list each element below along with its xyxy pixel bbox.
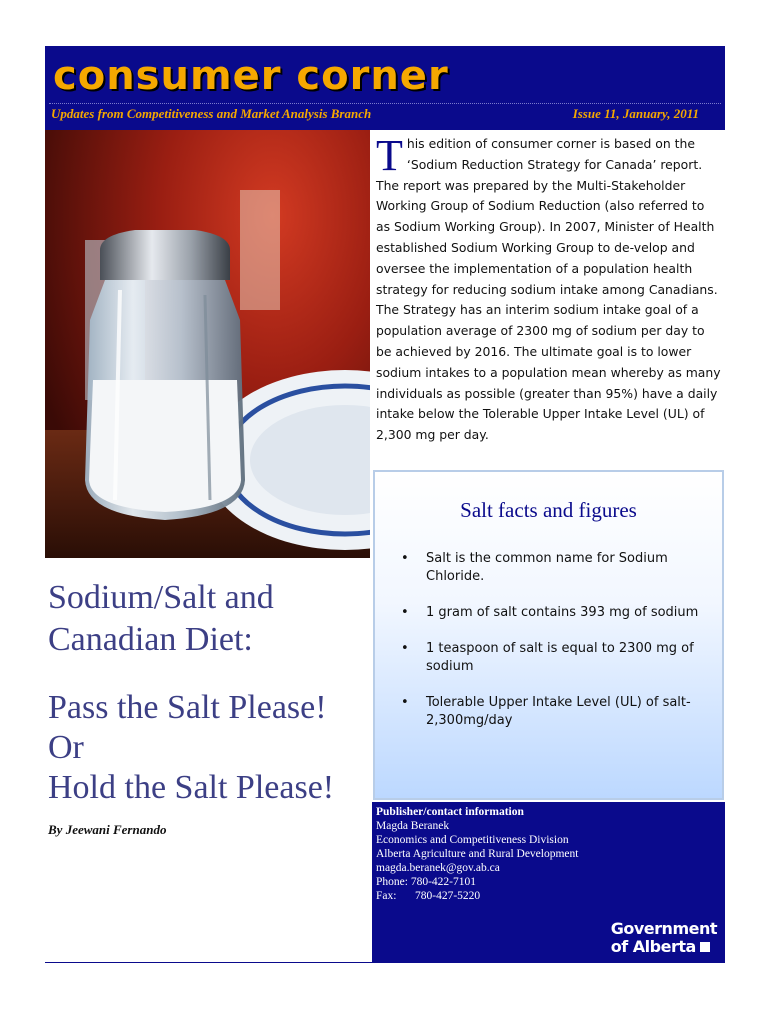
bottom-divider [45, 962, 725, 963]
bullet-icon: • [401, 605, 409, 620]
issue-date: Issue 11, January, 2011 [572, 106, 699, 121]
facts-title: Salt facts and figures [460, 498, 637, 522]
bullet-icon: • [401, 551, 409, 566]
salt-shaker-illustration [45, 130, 370, 558]
bullet-icon: • [401, 695, 409, 710]
publisher-name: Magda Beranek [376, 820, 450, 832]
headline-line-3: Pass the Salt Please! [48, 689, 327, 726]
fact-item: • Tolerable Upper Intake Level (UL) of salt-2,300mg/day [401, 695, 691, 728]
masthead-divider [49, 103, 721, 104]
publisher-fax-number: 780-427-5220 [415, 890, 481, 902]
publisher-department: Alberta Agriculture and Rural Development [376, 848, 579, 860]
intro-article [376, 131, 721, 446]
fact-item: • 1 teaspoon of salt is equal to 2300 mg of sodium [401, 641, 694, 674]
publisher-email[interactable]: magda.beranek@gov.ab.ca [376, 862, 500, 874]
government-of-alberta-logo: Government of Alberta [610, 919, 717, 956]
drop-cap: T [376, 131, 403, 180]
salt-shaker-photo [45, 130, 370, 558]
publisher-division: Economics and Competitiveness Division [376, 834, 569, 846]
bullet-icon: • [401, 641, 409, 656]
headline-line-1: Sodium/Salt and [48, 579, 274, 616]
fact-item: • 1 gram of salt contains 393 mg of sodium [401, 605, 699, 620]
publisher-fax-label: Fax: [376, 890, 397, 902]
publisher-phone: Phone: 780-422-7101 [376, 876, 476, 888]
headline-line-4: Or [48, 729, 84, 766]
publisher-contact-box [372, 802, 725, 962]
publisher-heading: Publisher/contact information [376, 806, 524, 818]
fact-item: • Salt is the common name for Sodium Chloride. [401, 551, 668, 584]
headline-line-5: Hold the Salt Please! [48, 769, 335, 806]
masthead-banner [45, 46, 725, 130]
newsletter-title: consumer corner [53, 53, 449, 99]
intro-text: his edition of consumer corner is based on the ‘Sodium Reduction Strategy for Canada’ report. The report was prepared by the Multi-Stakeholder Working Group of Sodium Reduction (also referred to as Sodium Working Group). In 2007, Minister of Health established Sodium Working Group to de-velop and oversee the implementation of a population health strategy for reducing sodium intake among Canadians. The Strategy has an interim sodium intake goal of a population average of 2300 mg of sodium per day to be achieved by 2016. The ultimate goal is to lower sodium intakes to a population mean whereby as many individuals as possible (greater than 95%) have a daily intake below the Tolerable Upper Intake Level (UL) of 2,300 mg per day. [376, 136, 721, 443]
salt-facts-box [373, 470, 724, 800]
newsletter-subtitle: Updates from Competitiveness and Market Analysis Branch [51, 106, 372, 121]
logo-square-icon [700, 942, 710, 952]
author-byline: By Jeewani Fernando [48, 822, 167, 837]
headline-line-2: Canadian Diet: [48, 621, 253, 658]
